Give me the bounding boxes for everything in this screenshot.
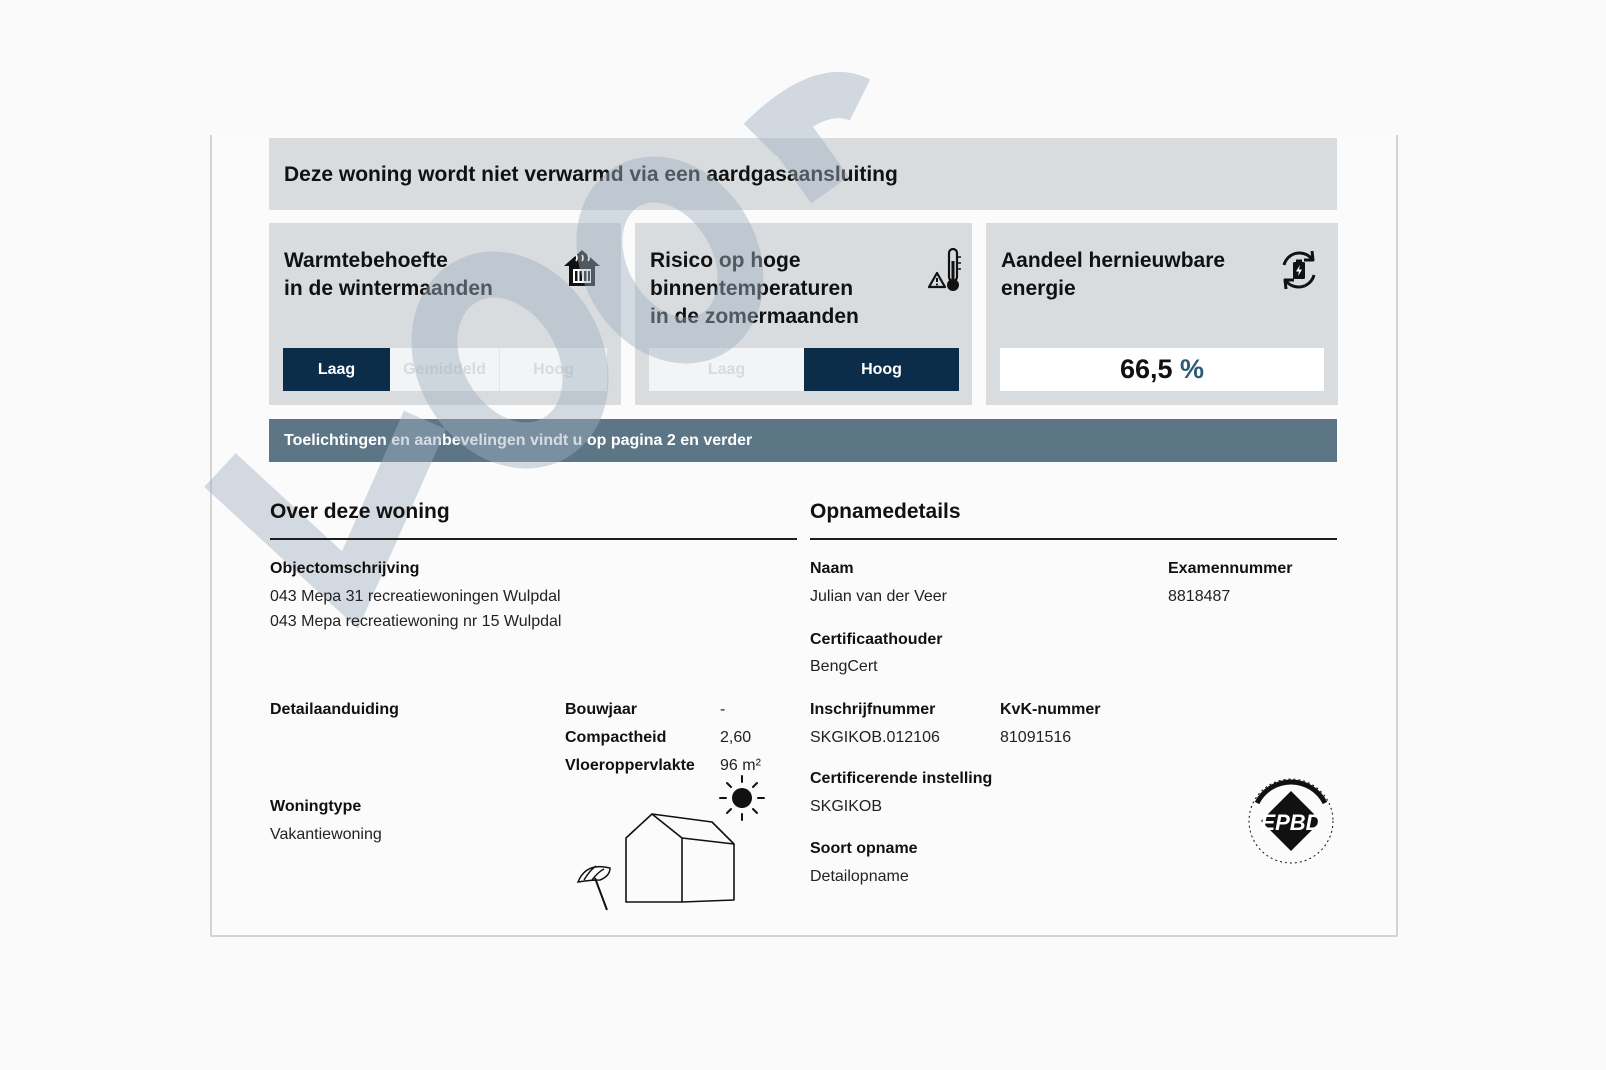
soort-opname-value: Detailopname xyxy=(810,868,909,885)
examennummer-label: Examennummer xyxy=(1168,560,1293,577)
parasol-icon xyxy=(578,866,610,910)
soort-opname-label: Soort opname xyxy=(810,840,918,857)
warmte-option-gemiddeld: Gemiddeld xyxy=(390,348,499,391)
house-sun-illustration xyxy=(570,770,775,915)
card-aandeel xyxy=(986,223,1338,405)
info-bar xyxy=(269,419,1337,462)
objectomschrijving-line2: 043 Mepa recreatiewoning nr 15 Wulpdal xyxy=(270,613,562,630)
warmte-scale xyxy=(283,348,607,391)
bouwjaar-value: - xyxy=(720,701,726,718)
renewable-cycle-icon xyxy=(1276,247,1322,293)
risico-scale xyxy=(649,348,959,391)
detailaanduiding-label: Detailaanduiding xyxy=(270,701,399,718)
warmte-option-laag: Laag xyxy=(283,348,390,391)
section-over-woning-rule xyxy=(270,538,797,540)
risico-option-laag: Laag xyxy=(649,348,804,391)
section-opnamedetails-heading: Opnamedetails xyxy=(810,500,961,523)
compactheid-value: 2,60 xyxy=(720,729,752,746)
certificaathouder-value: BengCert xyxy=(810,658,878,675)
card-risico-title: Risico op hoge binnentemperaturen in de zomermaanden xyxy=(650,249,859,328)
card-warmtebehoefte-title: Warmtebehoefte in de wintermaanden xyxy=(284,249,493,300)
warmte-option-hoog: Hoog xyxy=(499,348,607,391)
kvk-nummer-label: KvK-nummer xyxy=(1000,701,1101,718)
certificaathouder-label: Certificaathouder xyxy=(810,631,943,648)
card-risico xyxy=(635,223,972,405)
house-outline-icon xyxy=(626,814,734,902)
info-bar-text: Toelichtingen en aanbevelingen vindt u op pagina 2 en verder xyxy=(284,432,753,449)
house-heating-icon xyxy=(561,247,603,289)
card-aandeel-title: Aandeel hernieuwbare energie xyxy=(1001,249,1226,300)
naam-value: Julian van der Veer xyxy=(810,588,947,605)
inschrijfnummer-label: Inschrijfnummer xyxy=(810,701,936,718)
objectomschrijving-line1: 043 Mepa 31 recreatiewoningen Wulpdal xyxy=(270,588,561,605)
naam-label: Naam xyxy=(810,560,854,577)
renewable-value: 66,5 xyxy=(1119,354,1173,384)
examennummer-value: 8818487 xyxy=(1168,588,1231,605)
objectomschrijving-label: Objectomschrijving xyxy=(270,560,420,577)
vloeroppervlakte-value: 96 m² xyxy=(720,757,761,774)
thermometer-warning-icon xyxy=(927,247,963,293)
kvk-nummer-value: 81091516 xyxy=(1000,729,1072,746)
epbd-logo-text: EPBD xyxy=(1260,810,1322,835)
bouwjaar-label: Bouwjaar xyxy=(565,701,638,718)
compactheid-label: Compactheid xyxy=(565,729,667,746)
renewable-percentage xyxy=(1000,348,1324,391)
renewable-unit: % xyxy=(1180,354,1205,384)
banner-title: Deze woning wordt niet verwarmd via een aardgasaansluiting xyxy=(284,163,898,186)
woningtype-value: Vakantiewoning xyxy=(270,826,382,843)
sun-icon xyxy=(720,776,764,820)
certificerende-instelling-label: Certificerende instelling xyxy=(810,770,993,787)
section-over-woning-heading: Over deze woning xyxy=(270,500,450,523)
inschrijfnummer-value: SKGIKOB.012106 xyxy=(810,729,940,746)
woningtype-label: Woningtype xyxy=(270,798,362,815)
vloeroppervlakte-label: Vloeroppervlakte xyxy=(565,757,695,774)
epbd-logo-icon xyxy=(1243,773,1339,869)
risico-option-hoog: Hoog xyxy=(804,348,959,391)
section-opnamedetails-rule xyxy=(810,538,1337,540)
card-warmtebehoefte xyxy=(269,223,621,405)
gas-connection-banner xyxy=(269,138,1337,210)
certificerende-instelling-value: SKGIKOB xyxy=(810,798,883,815)
